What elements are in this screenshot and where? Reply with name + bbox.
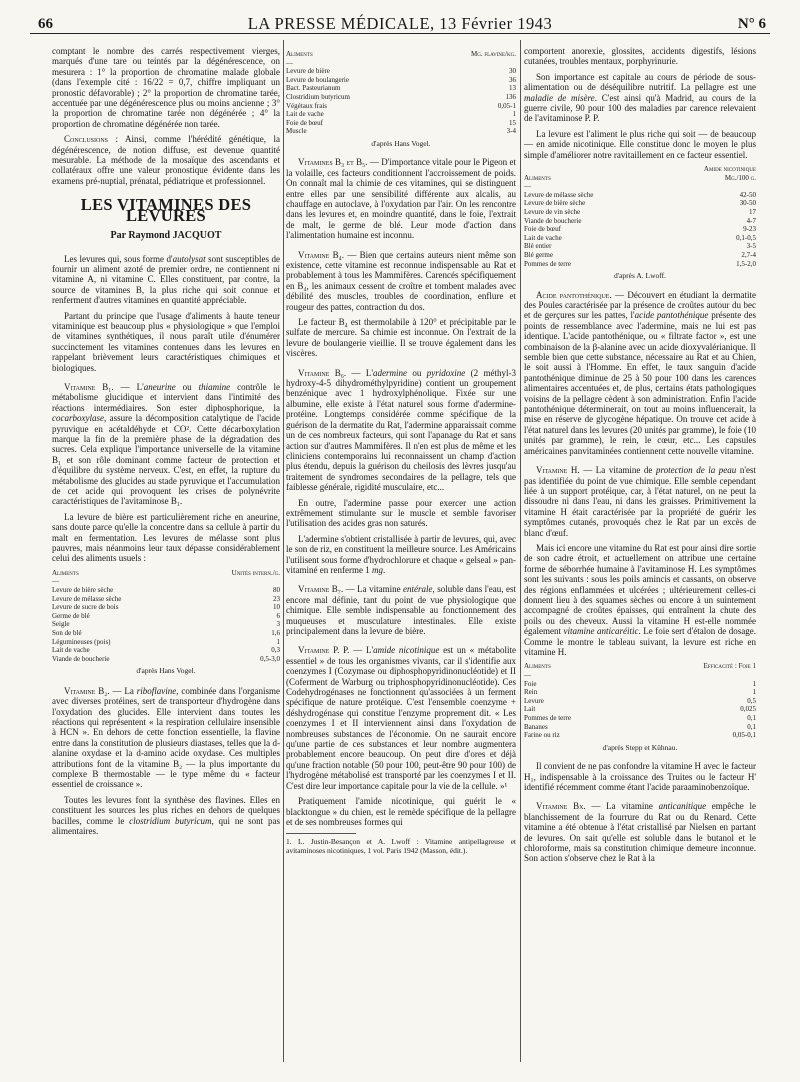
table-cell-aliment: Légumineuses (pois) [52,637,111,646]
table-cell-value: 30 [509,67,516,76]
table-flavine [286,50,516,136]
section-vitamine-h [524,465,756,538]
table-row [286,119,516,128]
table-row [524,731,756,740]
table-row [524,723,756,732]
table-cell-aliment: Bananes [524,722,548,731]
table-cell-aliment: Clostridium butyricum [286,92,350,101]
text-italic: clostridium butyricum [129,815,212,826]
table-cell-aliment: Rein [524,688,538,697]
table-cell-aliment: Levure de mélasse sèche [52,594,122,603]
section-vitamine-b2 [52,686,280,790]
table-source: d'après Hans Vogel. [371,138,431,148]
conclusions-label: Conclusions : [64,134,118,145]
table-cell-aliment: Farine ou riz [524,731,560,740]
table-row [524,260,756,269]
section-vitamine-bx [524,801,756,863]
table-cell-value: 9-23 [743,225,756,234]
table-row [52,595,280,604]
conclusions-text: Ainsi, comme l'hérédité génétique, la dégénérescence, de notion diffuse, est devenue quantité mesurable. La méthode de la mosaïque des ascendants et collatéraux offre une valeur pronostique évidente dans les examens pré-nuptial, prénatal, pédiatrique et professionnel. [52,134,280,186]
table-cell-value: 10 [273,603,280,612]
column-3 [524,46,756,869]
section-label: Vitamine Bx. [536,801,586,812]
table-row [52,646,280,655]
text-run: (2 méthyl-3 hydroxy-4-5 dihydrométhylpyridine) contient un groupement benzénique avec 1 hydroxylphénolique. Fixée sur une albumine, elle existe à l'état naturel sous forme d'adermine-protéine. Longtemps considérée comme spécifique de la guérison de la dermatite du Rat, l'adermine apparaissait comme un de ces nombreux facteurs, qui sont l'apanage du Rat et sans action sur d'autres Mammifères. Il n'en est plus de même et les cliniciens contemporains lui reconnaissent un champ d'action plus étendu, depuis la guérison du cheilosis des lèvres jusqu'au traitement de syndromes secondaires de la pellagre, tels que faiblesse générale, rigidité musculaire, etc... [286,367,516,493]
table-row [524,688,756,697]
table-cell-value: 1,6 [271,629,280,638]
paragraph-conclusions [52,134,280,186]
text-run: est un « métabolite essentiel » de tous les organismes vivants, car il s'identifie aux coenzymes I (Cozymase ou diphosphopyridinonucléotide) et II (Coferment de Warburg ou triphosphopyridinonucléotide). Ces Codehydrogénases ne fonctionnent qu'associées à un ferment spécifique de nature protéique. C'est l'ensemble coenzyme + déshydrogénase qui constitue l'enzyme proprement dit. « Les coenzymes I et II interviennent ainsi dans l'oxydation de nombreuses substances de l'économie. On ne saurait encore qu'une partie de ces substances et leur nombre augmentera probablement encore beaucoup. On peut dire d'ores et déjà qu'une fraction notable (50 pour 100, peut-être 90 pour 100) de l'hydrogène métabolisé est transporté par les coenzymes I et II. C'est dire leur importance capitale pour la vie de la cellule. »¹ [286,645,516,791]
text-run: — L' [349,645,374,656]
table-row [52,638,280,647]
table-cell-aliment: Levure de bière [286,67,330,76]
column-rule-2 [520,40,521,1062]
table-dash: — [524,182,531,191]
table-cell-value: 42-50 [739,190,756,199]
paragraph-importance [524,72,756,124]
table-cell-value: 4-7 [746,216,756,225]
table-cell-value: 0,3 [271,646,280,655]
section-vitamine-b6 [286,368,516,493]
table-cell-aliment: Levure de boulangerie [286,75,349,84]
paragraph-partant: Partant du principe que l'usage d'aliments à haute teneur vitaminique est beaucoup plus « physiologique » que l'emploi de vitamines synthétiques, il nous paraît utile d'énumérer succinctement les vitamines contenues dans les levures en rappelant brièvement leurs caractéristiques chimiques et biologiques. [52,310,280,373]
paragraph-convient: Il convient de ne pas confondre la vitamine H avec le facteur H₁, indispensable à la croissance des Truites ou le facteur H' identifié récemment comme étant l'acide paraaminobenzoïque. [524,761,756,792]
text-run: — L' [346,367,373,378]
paragraph-outre: En outre, l'adermine passe pour exercer une action extrêmement stimulante sur le muscle et semble favoriser l'utilisation des acides gras non saturés. [286,497,516,529]
section-label: Vitamine B₂. [64,685,110,696]
table-header-unit: Amide nicotinique [703,165,756,174]
table-source: d'après Hans Vogel. [136,666,196,676]
section-label: Vitamine B₇. [298,584,344,595]
section-vitamine-pp [286,645,516,791]
table-row [52,612,280,621]
table-cell-aliment: Lait de vache [52,646,90,655]
column-rule-1 [283,40,284,1062]
text-run: , combinée dans l'organisme avec diverses protéines, sert de transporteur d'hydrogène dans l'oxydation des glucides. Elle intervient dans toutes les réactions qui représentent « la respiration cellulaire insensible à HCN ». En dehors de cette fonction essentielle, la flavine entre dans la constitution de plusieurs diastases, telles que la d-alanine oxydase et la d-amino acide oxydase. Ces multiples attributions font de la vitamine B₂ — la plus importante du complexe B thermostable — le type même du « facteur essentiel de croissance ». [52,685,280,790]
paragraph-biere: La levure de bière est particulièrement riche en aneurine, sans doute parce qu'elle la concentre dans sa cellule à partir du malt en fermentation. Les levures de mélasse sont plus pauvres, mais néanmoins leur taux dépasse considérablement celui des aliments usuels : [52,511,280,564]
table-row [286,76,516,85]
table-cell-aliment: Viande de boucherie [524,216,582,225]
table-row [286,84,516,93]
table-source: d'après Stepp et Kühnau. [602,742,678,752]
text-run: présente des points de ressemblance avec l'adermine, mais ne lui est pas identique. L'acide pantothénique, ou « filtrate factor », est une combinaison de la β-alanine avec un acide dioxyvalérianique. Il semble bien que cette substance, nécessaire au Rat et au Chien, le soit aussi à l'Homme. En effet, le taux sanguin d'acide pantothénique diminue de 25 à 50 pour 100 dans les carences alimentaires accentuées et, de plus, certains états pathologiques voisins de la pellagre cèdent à son administration. Enfin l'acide pantothénique déterminerait, on tout au moins influencerait, la mise en réserve de glycogène hépatique. On trouve cet acide à l'état naturel dans les levures (20 unités par gramme), le foie (10 unités par gramme), le rein, le cœur, etc... Les capsules américaines panvitaminées contiennent cette nouvelle vitamine. [524,310,756,456]
table-row [52,629,280,638]
page-number: 66 [38,16,53,32]
text-run: Son importance est capitale au cours de période de sous-alimentation ou de déséquilibre nutritif. La pellagre est une [524,71,756,93]
text-italic: pyridoxine [426,367,466,378]
table-cell-value: 13 [509,84,516,93]
table-cell-aliment: Levure de mélasse sèche [524,190,594,199]
text-run: L'adermine s'obtient cristallisée à partir de levures, qui, avec le son de riz, en constituent la meilleure source. Les Américains l'utilisent sous forme d'hydrochlorure et chaque « gelseal » pan-vitaminé en renferme 1 [286,533,516,575]
table-cell-value: 17 [749,208,756,217]
text-italic: mg [371,564,383,575]
text-run: ou [407,367,427,378]
table-header-unit: Unités intern./g. [231,568,280,577]
table-header-unit: Mg. flavine/kg. [471,50,516,58]
paragraph-toutes [52,795,280,837]
table-cell-value: 36 [509,75,516,84]
column-2 [286,46,516,855]
table-cell-aliment: Blé entier [524,242,552,251]
table-row [524,680,756,689]
text-run: ou [175,381,199,392]
table-cell-aliment: Pommes de terre [524,713,572,722]
text-run: , assure la décomposition catalytique de l'acide pyruvique en acétaldéhyde et CO². Cette décarboxylation marque la fin de la première phase de la dégradation des sucres. Cela explique l'importance universelle de la vitamine B₁ et son rôle dominant comme facteur de protection et d'équilibre du système nerveux. C'est, en effet, la rupture du métabolisme des glucides au stade pyruvique et l'accumulation de cet acide qui provoquent les crises de polynévrite caractéristiques de l'avitaminose B₁. [52,413,280,507]
table-dash: — [52,577,59,586]
text-run: Toutes les levures font la synthèse des flavines. Elles en constituent les sources les plus riches en dehors de quelques bacilles, comme le [52,794,280,826]
text-run: , soluble dans l'eau, est encore mal définie, tant du point de vue physiologique que chimique. Elle semble indispensable au fonctionnement des muqueuses et musculature intestinales. Elle existe principalement dans la levure de bière. [286,584,516,636]
table-cell-value: 0,025 [740,705,756,714]
table-row [52,586,280,595]
table-cell-aliment: Levure de bière sèche [52,586,114,595]
table-cell-value: 0,1 [747,713,756,722]
text-run: . [382,564,386,575]
paragraph-continuation: comportent anorexie, glossites, accidents digestifs, lésions cutanées, troubles mentaux, porphyrinurie. [524,46,756,67]
text-italic: amide nicotinique [373,645,440,656]
footnote: 1. L. Justin-Besançon et A. Lwoff : Vitamine antipellagreuse et avitaminoses nicotiniques, 1 vol. Paris 1942 (Masson, édit.). [286,837,516,856]
table-cell-value: 0,5 [747,696,756,705]
text-run: , qui ne sont pas alimentaires. [52,815,280,837]
table-cell-aliment: Levure de bière sèche [524,199,586,208]
section-label: Vitamine B₆. [298,367,347,378]
text-italic: autolysat [172,253,206,264]
table-amide-nicotinique [524,165,756,268]
text-run: . C'est ainsi qu'à Madrid, au cours de la guerre civile, 90 pour 100 des maladies par carence relevaient de l'avitaminose P. P. [524,92,756,124]
table-cell-aliment: Levure de sucre de bois [52,603,119,612]
table-row [524,217,756,226]
section-label: Acide pantothénique. [536,289,612,300]
table-cell-value: 1 [512,110,516,119]
column-1 [52,46,280,842]
table-cell-aliment: Foie [524,679,537,688]
section-label: Vitamine P. P. [298,645,350,656]
text-run: — L' [113,381,144,392]
table-dash: — [524,671,531,679]
table-cell-value: 0,5-3,0 [260,654,280,663]
table-aneurine [52,569,280,664]
text-italic: protection de la peau [655,465,737,476]
paragraph-levures [52,254,280,306]
text-run: — La [109,685,137,696]
table-row [52,655,280,664]
text-italic: acide pantothénique [634,310,709,321]
table-cell-value: 136 [505,92,516,101]
table-row [524,208,756,217]
paragraph-pratiquement: Pratiquement l'amide nicotinique, qui guérit le « blacktongue » du chien, est le remède spécifique de la pellagre et de ses nombreuses formes qui [286,796,516,827]
table-cell-value: 0,05-0,1 [732,731,756,740]
table-cell-aliment: Viande de boucherie [52,654,110,663]
table-row [524,234,756,243]
section-label: Vitamine B₄. [298,249,345,260]
section-label: Vitamine H. [536,465,580,476]
section-vitamine-b4 [286,250,516,312]
table-row [286,127,516,136]
table-cell-value: 80 [273,586,280,595]
section-label: Vitamines B₃ et B₅. [298,157,368,168]
issue-number: N° 6 [737,16,766,32]
table-cell-aliment: Seigle [52,620,70,629]
section-vitamines-b3-b5 [286,157,516,240]
table-row [286,67,516,76]
text-run: — D'importance vitale pour le Pigeon et la volaille, ces facteurs conditionnent l'accroissement de poids. On connaît mal la chimie de ces vitamines, qui se distinguent entre elles par une sensibilité différente aux alcalis, au chauffage en autoclave, à l'oxydation par l'air. On les rencontre dans les levures et, en moindre quantité, dans le foie, l'extrait de malt, le germe de blé. Leur mode d'action dans l'alimentation humaine est inconnu. [286,157,516,241]
table-cell-value: 0,05-1 [497,101,516,110]
paragraph-mais [524,543,756,657]
text-italic: aneurine [143,381,176,392]
table-cell-value: 3 [276,620,280,629]
table-row [524,225,756,234]
table-row [524,191,756,200]
table-cell-aliment: Levure [524,696,544,705]
table-row [524,705,756,714]
journal-title: LA PRESSE MÉDICALE, 13 Février 1943 [247,14,553,33]
text-italic: anticanitique [658,801,707,812]
table-cell-aliment: Germe de blé [52,611,90,620]
table-cell-value: 6 [276,611,280,620]
table-row [286,110,516,119]
table-header-aliments: Aliments [286,50,313,58]
text-italic: adermine [373,367,407,378]
text-run: — Découvert en étudiant la dermatite des Poules caractérisée par la présence de croûtes autour du bec et de gerçures sur les pattes, l' [524,289,756,321]
table-header-aliments: Aliments [52,568,79,577]
text-run: contrôle le métabolisme glucidique et intervient dans l'intimité des réactions intermédiaires. Son ester diphosphorique, la [52,381,281,413]
text-run: — La vitamine [343,584,404,595]
article-author: Par Raymond JACQUOT [110,230,222,242]
text-italic: riboflavine [136,685,177,696]
table-cell-value: 1 [276,637,280,646]
table-cell-aliment: Lait [524,705,536,714]
table-row [524,251,756,260]
table-cell-value: 1 [752,688,756,697]
table-row [524,714,756,723]
table-cell-aliment: Lait de vache [286,110,324,119]
table-header-unit: Efficacité : Foie 1 [703,662,756,671]
table-header-aliments: Aliments [524,173,551,182]
table-row [524,242,756,251]
paragraph-facteur-b4: Le facteur B₄ est thermolabile à 120° et précipitable par le sulfate de mercure. Sa chimie est inconnue. On l'extrait de la levure de boulangerie vieillie. Il se trouve également dans les viscères. [286,317,516,359]
table-header-aliments: Aliments [524,662,551,671]
table-row [52,620,280,629]
text-italic: maladie de misère [524,92,595,103]
table-row [524,697,756,706]
text-run: n'est pas identifiée du point de vue chimique. Elle semble cependant liée à un support protéique, car, à l'état naturel, on ne peut la dissoudre ni dans l'eau, ni dans les graisses. Primitivement la vitamine H était caractérisée par la propriété de guérir les symptômes cutanés, provoqués chez le Rat par un excès de blanc d'œuf. [524,465,756,538]
table-cell-value: 0,1 [747,722,756,731]
article-title: LES VITAMINES DES LEVURES [80,195,252,225]
table-cell-aliment: Blé germe [524,251,553,259]
table-cell-aliment: Bact. Pasteurianum [286,84,341,93]
text-italic: vitamine anticaréitic [563,626,639,637]
section-acide-pantothenique [524,290,756,457]
table-cell-value: 15 [509,118,516,127]
section-vitamine-b1 [52,382,280,507]
table-cell-aliment: Lait de vache [524,233,562,242]
table-cell-aliment: Son de blé [52,629,82,638]
page-header [30,6,770,34]
table-source: d'après A. Lwoff. [613,271,667,281]
text-run: Les levures qui, sous forme d' [64,253,173,264]
paragraph-intro: comptant le nombre des carrés respectivement vierges, marqués d'une tare ou teintés par la dégénérescence, on mesurera : 1° la proportion de chromatine malade globale (dans l'exemple cité : 16/22 = 0,7, chiffre impliquant un pronostic défavorable) ; 2° la proportion de chromatine tarée, accentuée par une dégénérescence plus ou moins ancienne ; 3° la proportion de chromatine tarée non dégénérée ; 4° la proportion de chromatine dégénérée non tarée. [52,46,280,129]
table-dash: — [286,58,293,67]
table-row [52,603,280,612]
table-cell-value: 3-4 [506,127,516,136]
text-run: — La vitamine de [579,465,656,476]
table-cell-aliment: Muscle [286,127,307,136]
table-cell-value: 0,1-0,5 [736,233,756,242]
table-cell-aliment: Levure de vin sèche [524,208,581,217]
text-italic: cocarboxylase [52,413,104,424]
table-cell-aliment: Foie de bœuf [524,225,561,234]
table-cell-aliment: Foie de bœuf [286,118,323,127]
footnote-rule [286,833,356,834]
table-cell-value: 1 [752,679,756,688]
table-cell-value: 1,5-2,0 [736,259,756,268]
table-cell-aliment: Végétaux frais [286,101,328,110]
table-cell-value: 3-5 [746,242,756,251]
text-run: sont susceptibles de fournir un aliment azoté de premier ordre, ne contiennent ni vitamine A, ni vitamine C. Elles constituent, par contre, la source de vitamines B, la plus riche qui soit connue et renferment d'autres vitamines en quantité appréciable. [52,253,280,306]
table-row [524,199,756,208]
text-run: — La vitamine [585,801,659,812]
section-vitamine-b7 [286,584,516,636]
table-cell-value: 2,7-4 [741,251,756,259]
table-cell-value: 23 [273,594,280,603]
table-header-unit-sub: Mg./100 g. [724,173,756,182]
table-row [286,102,516,111]
section-label: Vitamine B₁. [64,381,114,392]
text-run: — Bien que certains auteurs nient même son existence, cette vitamine est reconnue indispensable au Rat et probablement à tous les Mammifères. Carencés spécifiquement en B₄, les animaux cessent de croître et tombent malades avec débilité des muscles, troubles de coordination, enflure et rougeur des pattes, contraction du dos. [286,249,516,312]
paragraph-obtient [286,534,516,576]
table-row [286,93,516,102]
table-cell-aliment: Pommes de terre [524,259,572,268]
table-vitamine-h [524,662,756,739]
text-run: empêche le blanchissement de la fourrure du Rat ou du Renard. Cette vitamine a été obtenue à l'état cristallisé par Nielsen en partant de levures. On sait qu'elle est soluble dans le butanol et le chloroforme, mais sa constitution chimique demeure inconnue. Son action s'observe chez le Rat à la [524,801,757,864]
table-cell-value: 30-50 [739,199,756,208]
text-run: Mais ici encore une vitamine du Rat est pour ainsi dire sortie de son cadre étroit, et actuellement on attribue une certaine forme de séborrhée humaine à l'avitaminose H. Les symptômes sont les suivants : sous les poils amincis et cassants, on observe des régions enflammées et ulcérées ; ultérieurement celles-ci donnent lieu à des squames sèches ou encore à un suintement accompagné de croûtes épaisses, qui entraînent la chute des poils ou des cheveux. Aussi la vitamine H est-elle nommée également [524,542,756,637]
text-italic: thiamine [198,381,231,392]
paragraph-levure-riche: La levure est l'aliment le plus riche qui soit — de beaucoup — en amide nicotinique. Elle constitue donc le moyen le plus simple d'améliorer notre ravitaillement en ce facteur essentiel. [524,128,756,160]
text-italic: entérale [403,584,433,595]
text-run: . Le foie sert d'étalon de dosage. Comme le montre le tableau suivant, la levure est riche en vitamine H. [524,626,757,657]
